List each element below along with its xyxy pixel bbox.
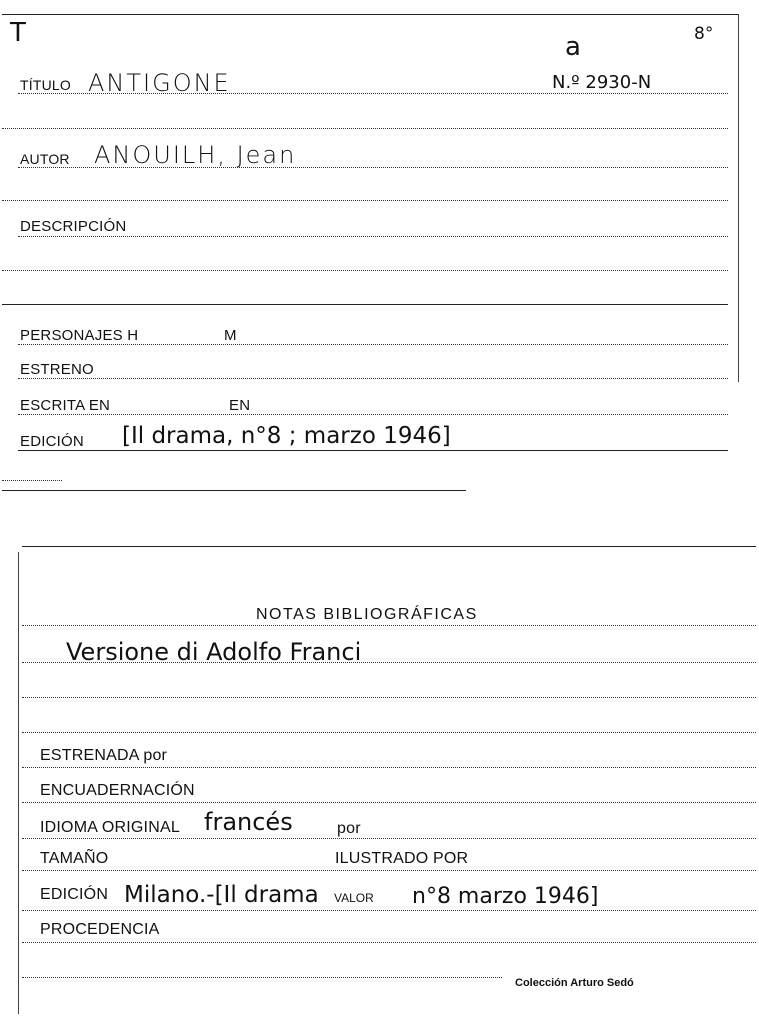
edicion-line [18,450,728,451]
autor-value: ANOUILH, Jean [94,141,297,169]
coleccion-label: Colección Arturo Sedó [515,977,634,989]
notes-line-3 [22,732,756,733]
por-label: por [337,820,361,837]
card1-bottom-border [2,490,466,491]
card1-top-border [2,14,738,15]
notas-heading-line [22,625,756,626]
procedencia-label: PROCEDENCIA [40,921,160,938]
en-label: EN [229,397,251,414]
card2-left-border [18,552,19,1014]
tamano-line [22,870,756,871]
descripcion-line [18,236,728,237]
personajes-label: PERSONAJES H [20,327,139,344]
escrita-label: ESCRITA EN [20,397,111,414]
estrenada-line [22,767,756,768]
divider [2,304,728,305]
numero-value: N.º 2930-N [552,72,652,93]
idioma-label: IDIOMA ORIGINAL [40,819,180,836]
notes-value: Versione di Adolfo Franci [66,638,362,666]
idioma-line [22,838,756,839]
bottom-line [22,977,502,978]
edicion-label: EDICIÓN [20,433,84,450]
blank-line-1 [2,128,728,129]
titulo-line [18,93,728,94]
blank-line-3 [2,270,728,271]
valor-label: VALOR [334,891,374,905]
corner-mark: T [10,18,26,48]
titulo-label: TÍTULO [20,77,71,93]
estreno-line [18,378,728,379]
descripcion-label: DESCRIPCIÓN [20,218,127,235]
personajes-line [18,344,728,345]
top-note: a [565,32,581,62]
bottom-dash [2,480,62,481]
autor-line [18,167,728,168]
edicion2-value-b: n°8 marzo 1946] [412,884,599,909]
m-label: M [224,327,237,344]
card1-right-border [738,14,739,382]
edicion2-line [22,910,756,911]
idioma-value: francés [204,808,293,836]
procedencia-line [22,942,756,943]
encuadernacion-line [22,802,756,803]
tamano-label: TAMAÑO [40,850,109,867]
edicion2-value-a: Milano.-[Il drama [124,882,319,908]
encuadernacion-label: ENCUADERNACIÓN [40,782,195,799]
card2-top-border [22,546,756,547]
blank-line-2 [2,200,728,201]
estrenada-label: ESTRENADA por [40,747,168,764]
notes-line-1 [22,662,756,663]
autor-label: AUTOR [20,151,70,167]
estreno-label: ESTRENO [20,361,94,378]
corner-note: 8° [694,24,714,44]
titulo-value: ANTIGONE [88,69,231,97]
notes-line-2 [22,697,756,698]
notas-heading: NOTAS BIBLIOGRÁFICAS [256,606,478,623]
escrita-line [18,414,728,415]
ilustrado-label: ILUSTRADO POR [335,850,469,867]
edicion2-label: EDICIÓN [40,886,109,903]
edicion-value: [Il drama, n°8 ; marzo 1946] [122,423,451,449]
